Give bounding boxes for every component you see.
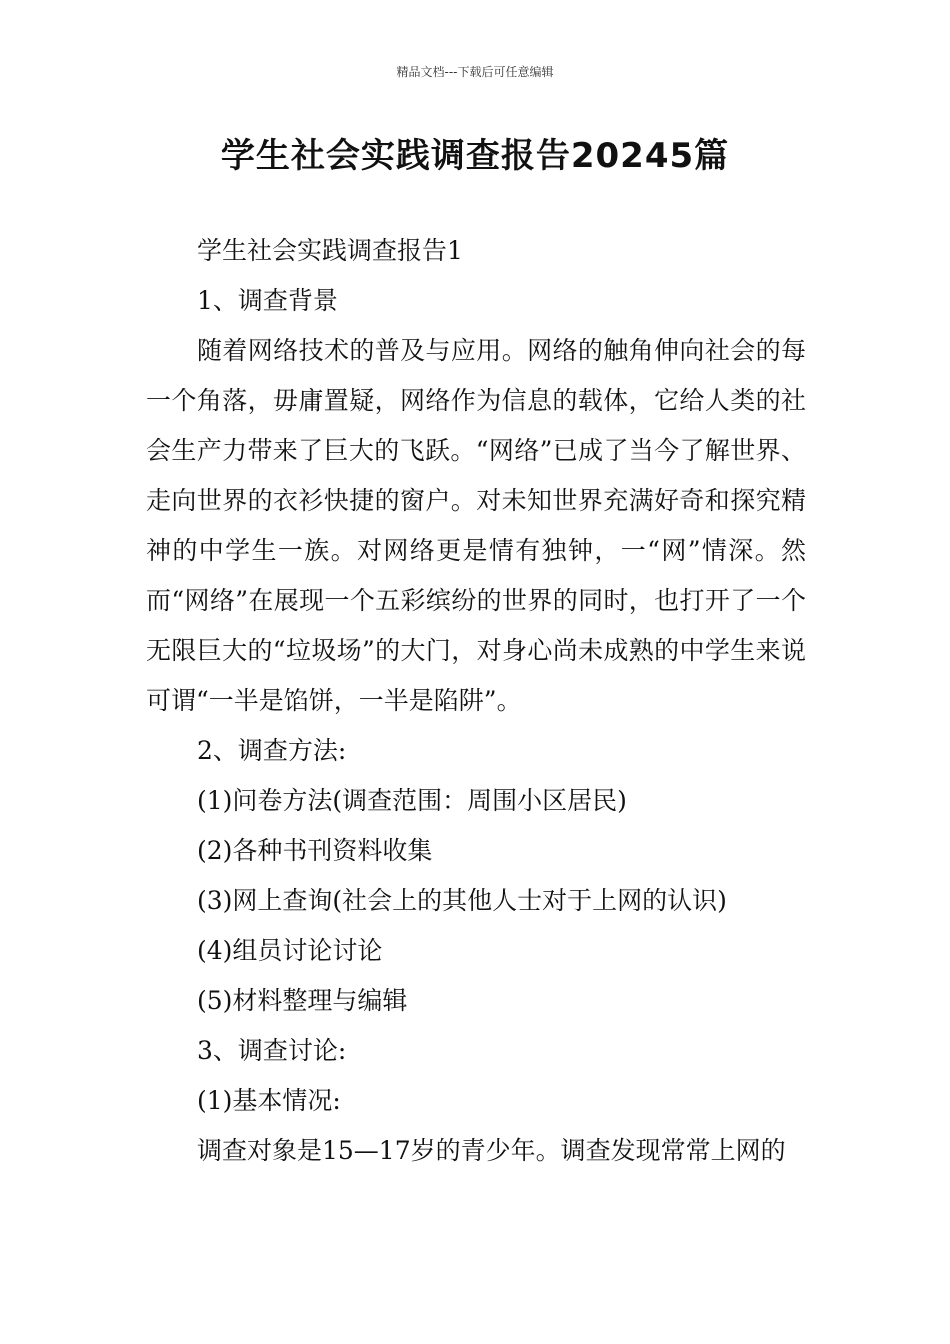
section-heading-method: 2、调查方法: xyxy=(197,736,347,765)
method-item: (2)各种书刊资料收集 xyxy=(197,836,433,865)
document-title: 学生社会实践调查报告20245篇 xyxy=(220,136,730,176)
method-item: (3)网上查询(社会上的其他人士对于上网的认识) xyxy=(197,886,727,915)
method-item: (1)问卷方法(调查范围：周围小区居民) xyxy=(197,786,627,815)
section-heading-discussion: 3、调查讨论: xyxy=(197,1036,347,1065)
method-item: (4)组员讨论讨论 xyxy=(197,936,383,965)
discussion-subheading: (1)基本情况: xyxy=(197,1086,341,1115)
header-note: 精品文档---下载后可任意编辑 xyxy=(396,65,554,79)
section-heading-background: 1、调查背景 xyxy=(197,286,338,315)
background-paragraph: 随着网络技术的普及与应用。网络的触角伸向社会的每一个角落，毋庸置疑，网络作为信息的载体，它给人类的社会生产力带来了巨大的飞跃。“网络”已成了当今了解世界、走向世界的衣衫快捷的窗户。对未知世界充满好奇和探究精神的中学生一族。对网络更是情有独钟，一“网”情深。然而“网络”在展现一个五彩缤纷的世界的同时，也打开了一个无限巨大的“垃圾场”的大门，对身心尚未成熟的中学生来说可谓“一半是馅饼，一半是陷阱”。 xyxy=(146,336,806,715)
discussion-paragraph: 调查对象是15—17岁的青少年。调查发现常常上网的 xyxy=(197,1136,786,1165)
report-subtitle: 学生社会实践调查报告1 xyxy=(197,236,463,265)
method-item: (5)材料整理与编辑 xyxy=(197,986,408,1015)
document-body xyxy=(146,226,806,1176)
